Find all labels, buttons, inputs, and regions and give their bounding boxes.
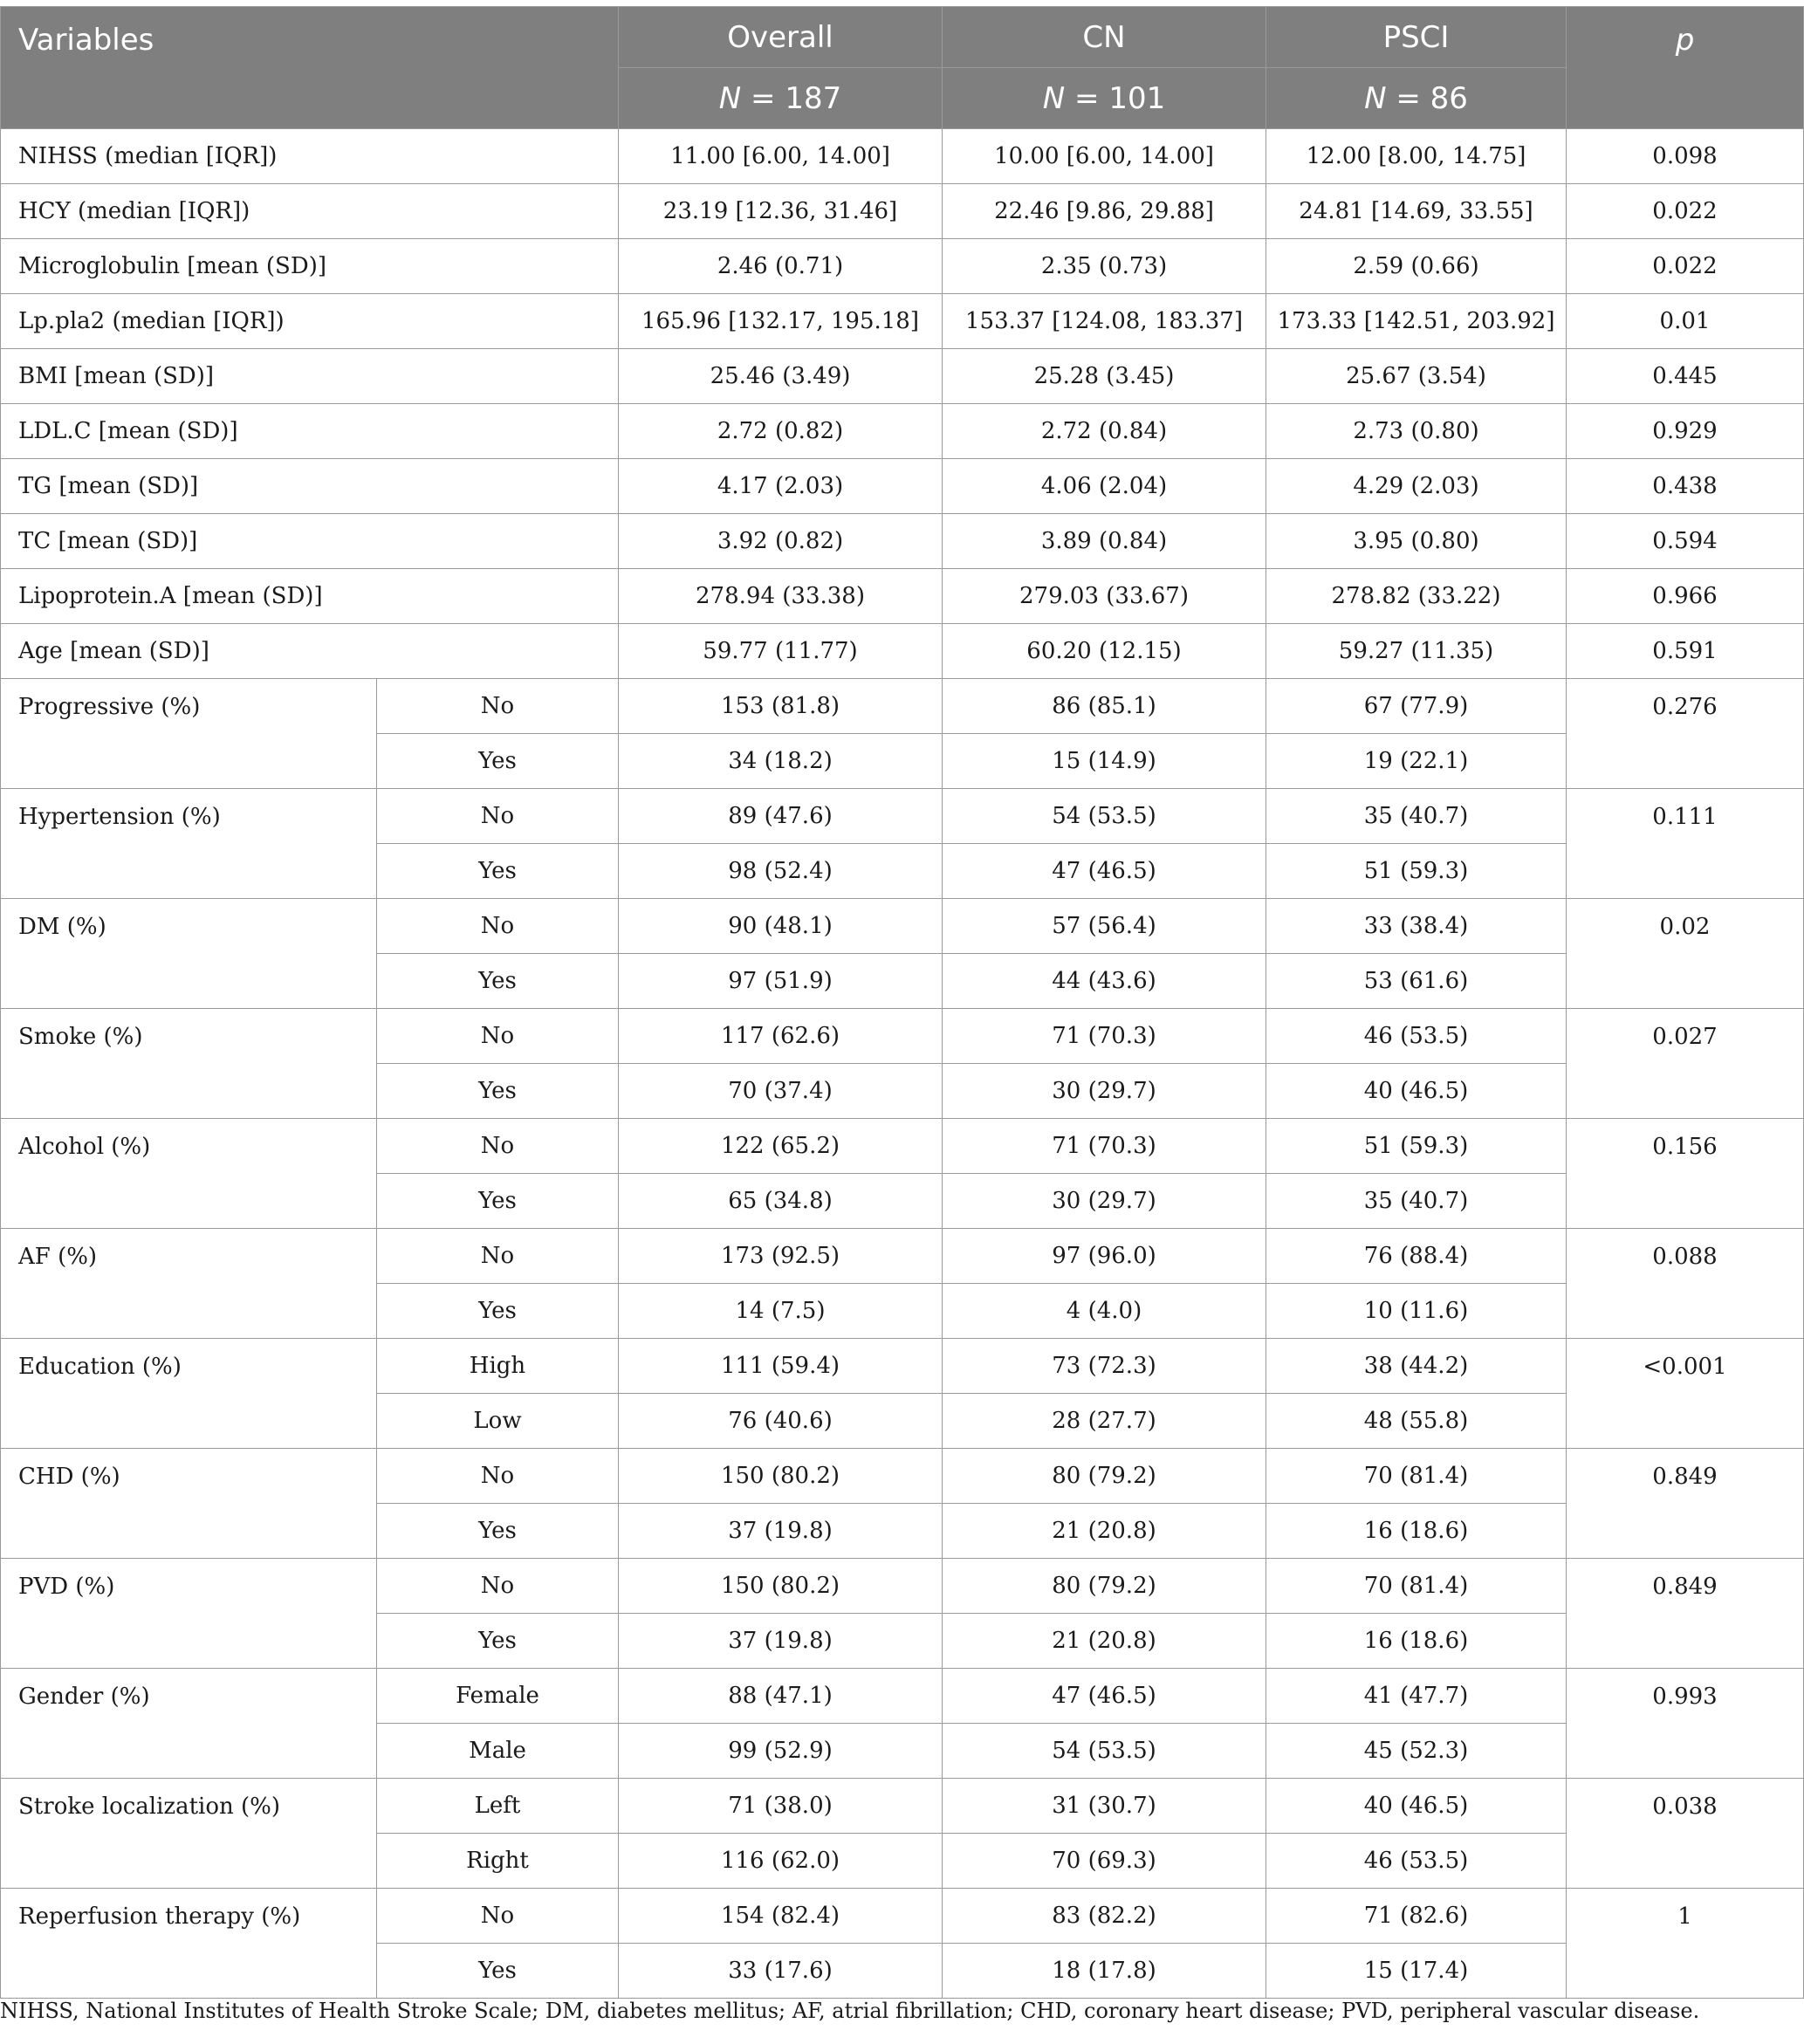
header-variables: Variables xyxy=(1,7,619,129)
level-label: No xyxy=(377,1449,619,1504)
variable-label: Microglobulin [mean (SD)] xyxy=(1,239,619,294)
variable-label: DM (%) xyxy=(1,899,377,1009)
level-label: No xyxy=(377,1009,619,1064)
cn-value: 153.37 [124.08, 183.37] xyxy=(943,294,1266,349)
cn-value: 60.20 (12.15) xyxy=(943,624,1266,679)
cn-value: 4.06 (2.04) xyxy=(943,459,1266,514)
level-label: No xyxy=(377,1559,619,1614)
header-overall-n xyxy=(619,68,943,129)
overall-value: 59.77 (11.77) xyxy=(619,624,943,679)
overall-value: 2.46 (0.71) xyxy=(619,239,943,294)
level-label: Low xyxy=(377,1394,619,1449)
level-label: Yes xyxy=(377,954,619,1009)
table-row xyxy=(1,294,1804,349)
psci-value: 45 (52.3) xyxy=(1266,1724,1567,1779)
psci-value: 16 (18.6) xyxy=(1266,1614,1567,1669)
table-body xyxy=(1,129,1804,1999)
table-row xyxy=(1,1339,1804,1394)
psci-value: 48 (55.8) xyxy=(1266,1394,1567,1449)
variable-label: LDL.C [mean (SD)] xyxy=(1,404,619,459)
overall-value: 122 (65.2) xyxy=(619,1119,943,1174)
overall-value: 117 (62.6) xyxy=(619,1009,943,1064)
psci-value: 59.27 (11.35) xyxy=(1266,624,1567,679)
level-label: No xyxy=(377,899,619,954)
level-label: No xyxy=(377,679,619,734)
cn-value: 28 (27.7) xyxy=(943,1394,1266,1449)
cn-value: 2.35 (0.73) xyxy=(943,239,1266,294)
overall-value: 150 (80.2) xyxy=(619,1449,943,1504)
table-row xyxy=(1,1119,1804,1174)
table-row xyxy=(1,459,1804,514)
variable-label: CHD (%) xyxy=(1,1449,377,1559)
psci-value: 15 (17.4) xyxy=(1266,1944,1567,1999)
psci-value: 40 (46.5) xyxy=(1266,1064,1567,1119)
psci-value: 40 (46.5) xyxy=(1266,1779,1567,1834)
p-value: 0.276 xyxy=(1567,679,1804,789)
baseline-characteristics-table xyxy=(0,6,1804,1999)
table-row xyxy=(1,1009,1804,1064)
p-value: 0.591 xyxy=(1567,624,1804,679)
overall-value: 2.72 (0.82) xyxy=(619,404,943,459)
level-label: No xyxy=(377,1229,619,1284)
p-value: 0.445 xyxy=(1567,349,1804,404)
cn-value: 47 (46.5) xyxy=(943,844,1266,899)
variable-label: BMI [mean (SD)] xyxy=(1,349,619,404)
level-label: Yes xyxy=(377,1504,619,1559)
level-label: No xyxy=(377,1119,619,1174)
psci-value: 53 (61.6) xyxy=(1266,954,1567,1009)
psci-value: 4.29 (2.03) xyxy=(1266,459,1567,514)
cn-value: 30 (29.7) xyxy=(943,1064,1266,1119)
overall-value: 116 (62.0) xyxy=(619,1834,943,1889)
table-row xyxy=(1,1889,1804,1944)
p-value: 0.098 xyxy=(1567,129,1804,184)
variable-label: HCY (median [IQR]) xyxy=(1,184,619,239)
overall-value: 90 (48.1) xyxy=(619,899,943,954)
variable-label: Age [mean (SD)] xyxy=(1,624,619,679)
p-value: 0.438 xyxy=(1567,459,1804,514)
p-value: 0.02 xyxy=(1567,899,1804,1009)
p-value: 0.027 xyxy=(1567,1009,1804,1119)
variable-label: Education (%) xyxy=(1,1339,377,1449)
table-header xyxy=(1,7,1804,129)
level-label: Female xyxy=(377,1669,619,1724)
p-value: 1 xyxy=(1567,1889,1804,1999)
variable-label: Progressive (%) xyxy=(1,679,377,789)
psci-value: 41 (47.7) xyxy=(1266,1669,1567,1724)
cn-value: 47 (46.5) xyxy=(943,1669,1266,1724)
overall-value: 88 (47.1) xyxy=(619,1669,943,1724)
overall-value: 111 (59.4) xyxy=(619,1339,943,1394)
psci-value: 10 (11.6) xyxy=(1266,1284,1567,1339)
psci-value: 278.82 (33.22) xyxy=(1266,569,1567,624)
p-value: 0.966 xyxy=(1567,569,1804,624)
psci-value: 35 (40.7) xyxy=(1266,1174,1567,1229)
psci-value: 71 (82.6) xyxy=(1266,1889,1567,1944)
table-row xyxy=(1,1559,1804,1614)
p-value: 0.929 xyxy=(1567,404,1804,459)
psci-value: 19 (22.1) xyxy=(1266,734,1567,789)
cn-value: 10.00 [6.00, 14.00] xyxy=(943,129,1266,184)
level-label: Yes xyxy=(377,1944,619,1999)
overall-value: 153 (81.8) xyxy=(619,679,943,734)
psci-value: 46 (53.5) xyxy=(1266,1834,1567,1889)
level-label: Male xyxy=(377,1724,619,1779)
level-label: Right xyxy=(377,1834,619,1889)
level-label: Left xyxy=(377,1779,619,1834)
p-value: 0.849 xyxy=(1567,1559,1804,1669)
overall-value: 71 (38.0) xyxy=(619,1779,943,1834)
cn-value: 279.03 (33.67) xyxy=(943,569,1266,624)
p-value: 0.849 xyxy=(1567,1449,1804,1559)
table-row xyxy=(1,1449,1804,1504)
table-row xyxy=(1,184,1804,239)
cn-value: 21 (20.8) xyxy=(943,1504,1266,1559)
n-label: N xyxy=(1042,80,1066,116)
cn-value: 80 (79.2) xyxy=(943,1559,1266,1614)
psci-value: 24.81 [14.69, 33.55] xyxy=(1266,184,1567,239)
table-row xyxy=(1,1669,1804,1724)
variable-label: AF (%) xyxy=(1,1229,377,1339)
psci-value: 25.67 (3.54) xyxy=(1266,349,1567,404)
overall-value: 23.19 [12.36, 31.46] xyxy=(619,184,943,239)
cn-value: 83 (82.2) xyxy=(943,1889,1266,1944)
cn-value: 71 (70.3) xyxy=(943,1119,1266,1174)
p-value: 0.022 xyxy=(1567,184,1804,239)
level-label: Yes xyxy=(377,734,619,789)
level-label: Yes xyxy=(377,1174,619,1229)
overall-value: 154 (82.4) xyxy=(619,1889,943,1944)
variable-label: Lp.pla2 (median [IQR]) xyxy=(1,294,619,349)
psci-value: 35 (40.7) xyxy=(1266,789,1567,844)
variable-label: Stroke localization (%) xyxy=(1,1779,377,1889)
table-row xyxy=(1,899,1804,954)
table-row xyxy=(1,789,1804,844)
psci-value: 76 (88.4) xyxy=(1266,1229,1567,1284)
table-row xyxy=(1,349,1804,404)
overall-value: 99 (52.9) xyxy=(619,1724,943,1779)
cn-value: 54 (53.5) xyxy=(943,789,1266,844)
n-value: = 86 xyxy=(1386,80,1468,116)
header-overall: Overall xyxy=(619,7,943,68)
cn-value: 22.46 [9.86, 29.88] xyxy=(943,184,1266,239)
psci-value: 46 (53.5) xyxy=(1266,1009,1567,1064)
psci-value: 51 (59.3) xyxy=(1266,1119,1567,1174)
overall-value: 34 (18.2) xyxy=(619,734,943,789)
p-value: 0.088 xyxy=(1567,1229,1804,1339)
n-label: N xyxy=(718,80,742,116)
n-value: = 101 xyxy=(1065,80,1166,116)
psci-value: 38 (44.2) xyxy=(1266,1339,1567,1394)
psci-value: 3.95 (0.80) xyxy=(1266,514,1567,569)
overall-value: 76 (40.6) xyxy=(619,1394,943,1449)
psci-value: 70 (81.4) xyxy=(1266,1449,1567,1504)
variable-label: PVD (%) xyxy=(1,1559,377,1669)
psci-value: 51 (59.3) xyxy=(1266,844,1567,899)
variable-label: Lipoprotein.A [mean (SD)] xyxy=(1,569,619,624)
overall-value: 25.46 (3.49) xyxy=(619,349,943,404)
n-label: N xyxy=(1364,80,1387,116)
overall-value: 65 (34.8) xyxy=(619,1174,943,1229)
cn-value: 71 (70.3) xyxy=(943,1009,1266,1064)
cn-value: 15 (14.9) xyxy=(943,734,1266,789)
variable-label: TG [mean (SD)] xyxy=(1,459,619,514)
variable-label: Gender (%) xyxy=(1,1669,377,1779)
cn-value: 18 (17.8) xyxy=(943,1944,1266,1999)
overall-value: 278.94 (33.38) xyxy=(619,569,943,624)
psci-value: 2.59 (0.66) xyxy=(1266,239,1567,294)
table-row xyxy=(1,1779,1804,1834)
overall-value: 4.17 (2.03) xyxy=(619,459,943,514)
p-value: 0.993 xyxy=(1567,1669,1804,1779)
variable-label: TC [mean (SD)] xyxy=(1,514,619,569)
table-row xyxy=(1,129,1804,184)
cn-value: 31 (30.7) xyxy=(943,1779,1266,1834)
cn-value: 4 (4.0) xyxy=(943,1284,1266,1339)
variable-label: Hypertension (%) xyxy=(1,789,377,899)
header-psci-n xyxy=(1266,68,1567,129)
p-value: 0.038 xyxy=(1567,1779,1804,1889)
psci-value: 67 (77.9) xyxy=(1266,679,1567,734)
variable-label: Reperfusion therapy (%) xyxy=(1,1889,377,1999)
table-row xyxy=(1,569,1804,624)
table-row xyxy=(1,239,1804,294)
overall-value: 98 (52.4) xyxy=(619,844,943,899)
header-p: p xyxy=(1567,7,1804,129)
p-value: 0.022 xyxy=(1567,239,1804,294)
overall-value: 37 (19.8) xyxy=(619,1614,943,1669)
variable-label: Smoke (%) xyxy=(1,1009,377,1119)
level-label: Yes xyxy=(377,1614,619,1669)
overall-value: 33 (17.6) xyxy=(619,1944,943,1999)
level-label: High xyxy=(377,1339,619,1394)
cn-value: 54 (53.5) xyxy=(943,1724,1266,1779)
psci-value: 33 (38.4) xyxy=(1266,899,1567,954)
table-footnote: NIHSS, National Institutes of Health Stroke Scale; DM, diabetes mellitus; AF, atrial fibrillation; CHD, coronary heart disease; PVD, peripheral vascular disease. xyxy=(0,1999,1700,2023)
header-cn: CN xyxy=(943,7,1266,68)
cn-value: 70 (69.3) xyxy=(943,1834,1266,1889)
cn-value: 2.72 (0.84) xyxy=(943,404,1266,459)
table-row xyxy=(1,404,1804,459)
psci-value: 2.73 (0.80) xyxy=(1266,404,1567,459)
table-row xyxy=(1,1229,1804,1284)
p-value: 0.594 xyxy=(1567,514,1804,569)
level-label: Yes xyxy=(377,844,619,899)
cn-value: 80 (79.2) xyxy=(943,1449,1266,1504)
overall-value: 14 (7.5) xyxy=(619,1284,943,1339)
psci-value: 70 (81.4) xyxy=(1266,1559,1567,1614)
level-label: No xyxy=(377,1889,619,1944)
header-cn-n xyxy=(943,68,1266,129)
overall-value: 97 (51.9) xyxy=(619,954,943,1009)
p-value: 0.111 xyxy=(1567,789,1804,899)
p-value: <0.001 xyxy=(1567,1339,1804,1449)
overall-value: 37 (19.8) xyxy=(619,1504,943,1559)
psci-value: 12.00 [8.00, 14.75] xyxy=(1266,129,1567,184)
overall-value: 173 (92.5) xyxy=(619,1229,943,1284)
p-value: 0.01 xyxy=(1567,294,1804,349)
level-label: No xyxy=(377,789,619,844)
table-row xyxy=(1,679,1804,734)
psci-value: 16 (18.6) xyxy=(1266,1504,1567,1559)
overall-value: 3.92 (0.82) xyxy=(619,514,943,569)
header-psci: PSCI xyxy=(1266,7,1567,68)
p-value: 0.156 xyxy=(1567,1119,1804,1229)
cn-value: 44 (43.6) xyxy=(943,954,1266,1009)
level-label: Yes xyxy=(377,1064,619,1119)
psci-value: 173.33 [142.51, 203.92] xyxy=(1266,294,1567,349)
overall-value: 11.00 [6.00, 14.00] xyxy=(619,129,943,184)
cn-value: 57 (56.4) xyxy=(943,899,1266,954)
table-row xyxy=(1,624,1804,679)
variable-label: Alcohol (%) xyxy=(1,1119,377,1229)
cn-value: 21 (20.8) xyxy=(943,1614,1266,1669)
overall-value: 165.96 [132.17, 195.18] xyxy=(619,294,943,349)
cn-value: 25.28 (3.45) xyxy=(943,349,1266,404)
overall-value: 70 (37.4) xyxy=(619,1064,943,1119)
level-label: Yes xyxy=(377,1284,619,1339)
variable-label: NIHSS (median [IQR]) xyxy=(1,129,619,184)
overall-value: 89 (47.6) xyxy=(619,789,943,844)
cn-value: 30 (29.7) xyxy=(943,1174,1266,1229)
cn-value: 73 (72.3) xyxy=(943,1339,1266,1394)
n-value: = 187 xyxy=(741,80,842,116)
cn-value: 97 (96.0) xyxy=(943,1229,1266,1284)
cn-value: 86 (85.1) xyxy=(943,679,1266,734)
overall-value: 150 (80.2) xyxy=(619,1559,943,1614)
cn-value: 3.89 (0.84) xyxy=(943,514,1266,569)
table-row xyxy=(1,514,1804,569)
